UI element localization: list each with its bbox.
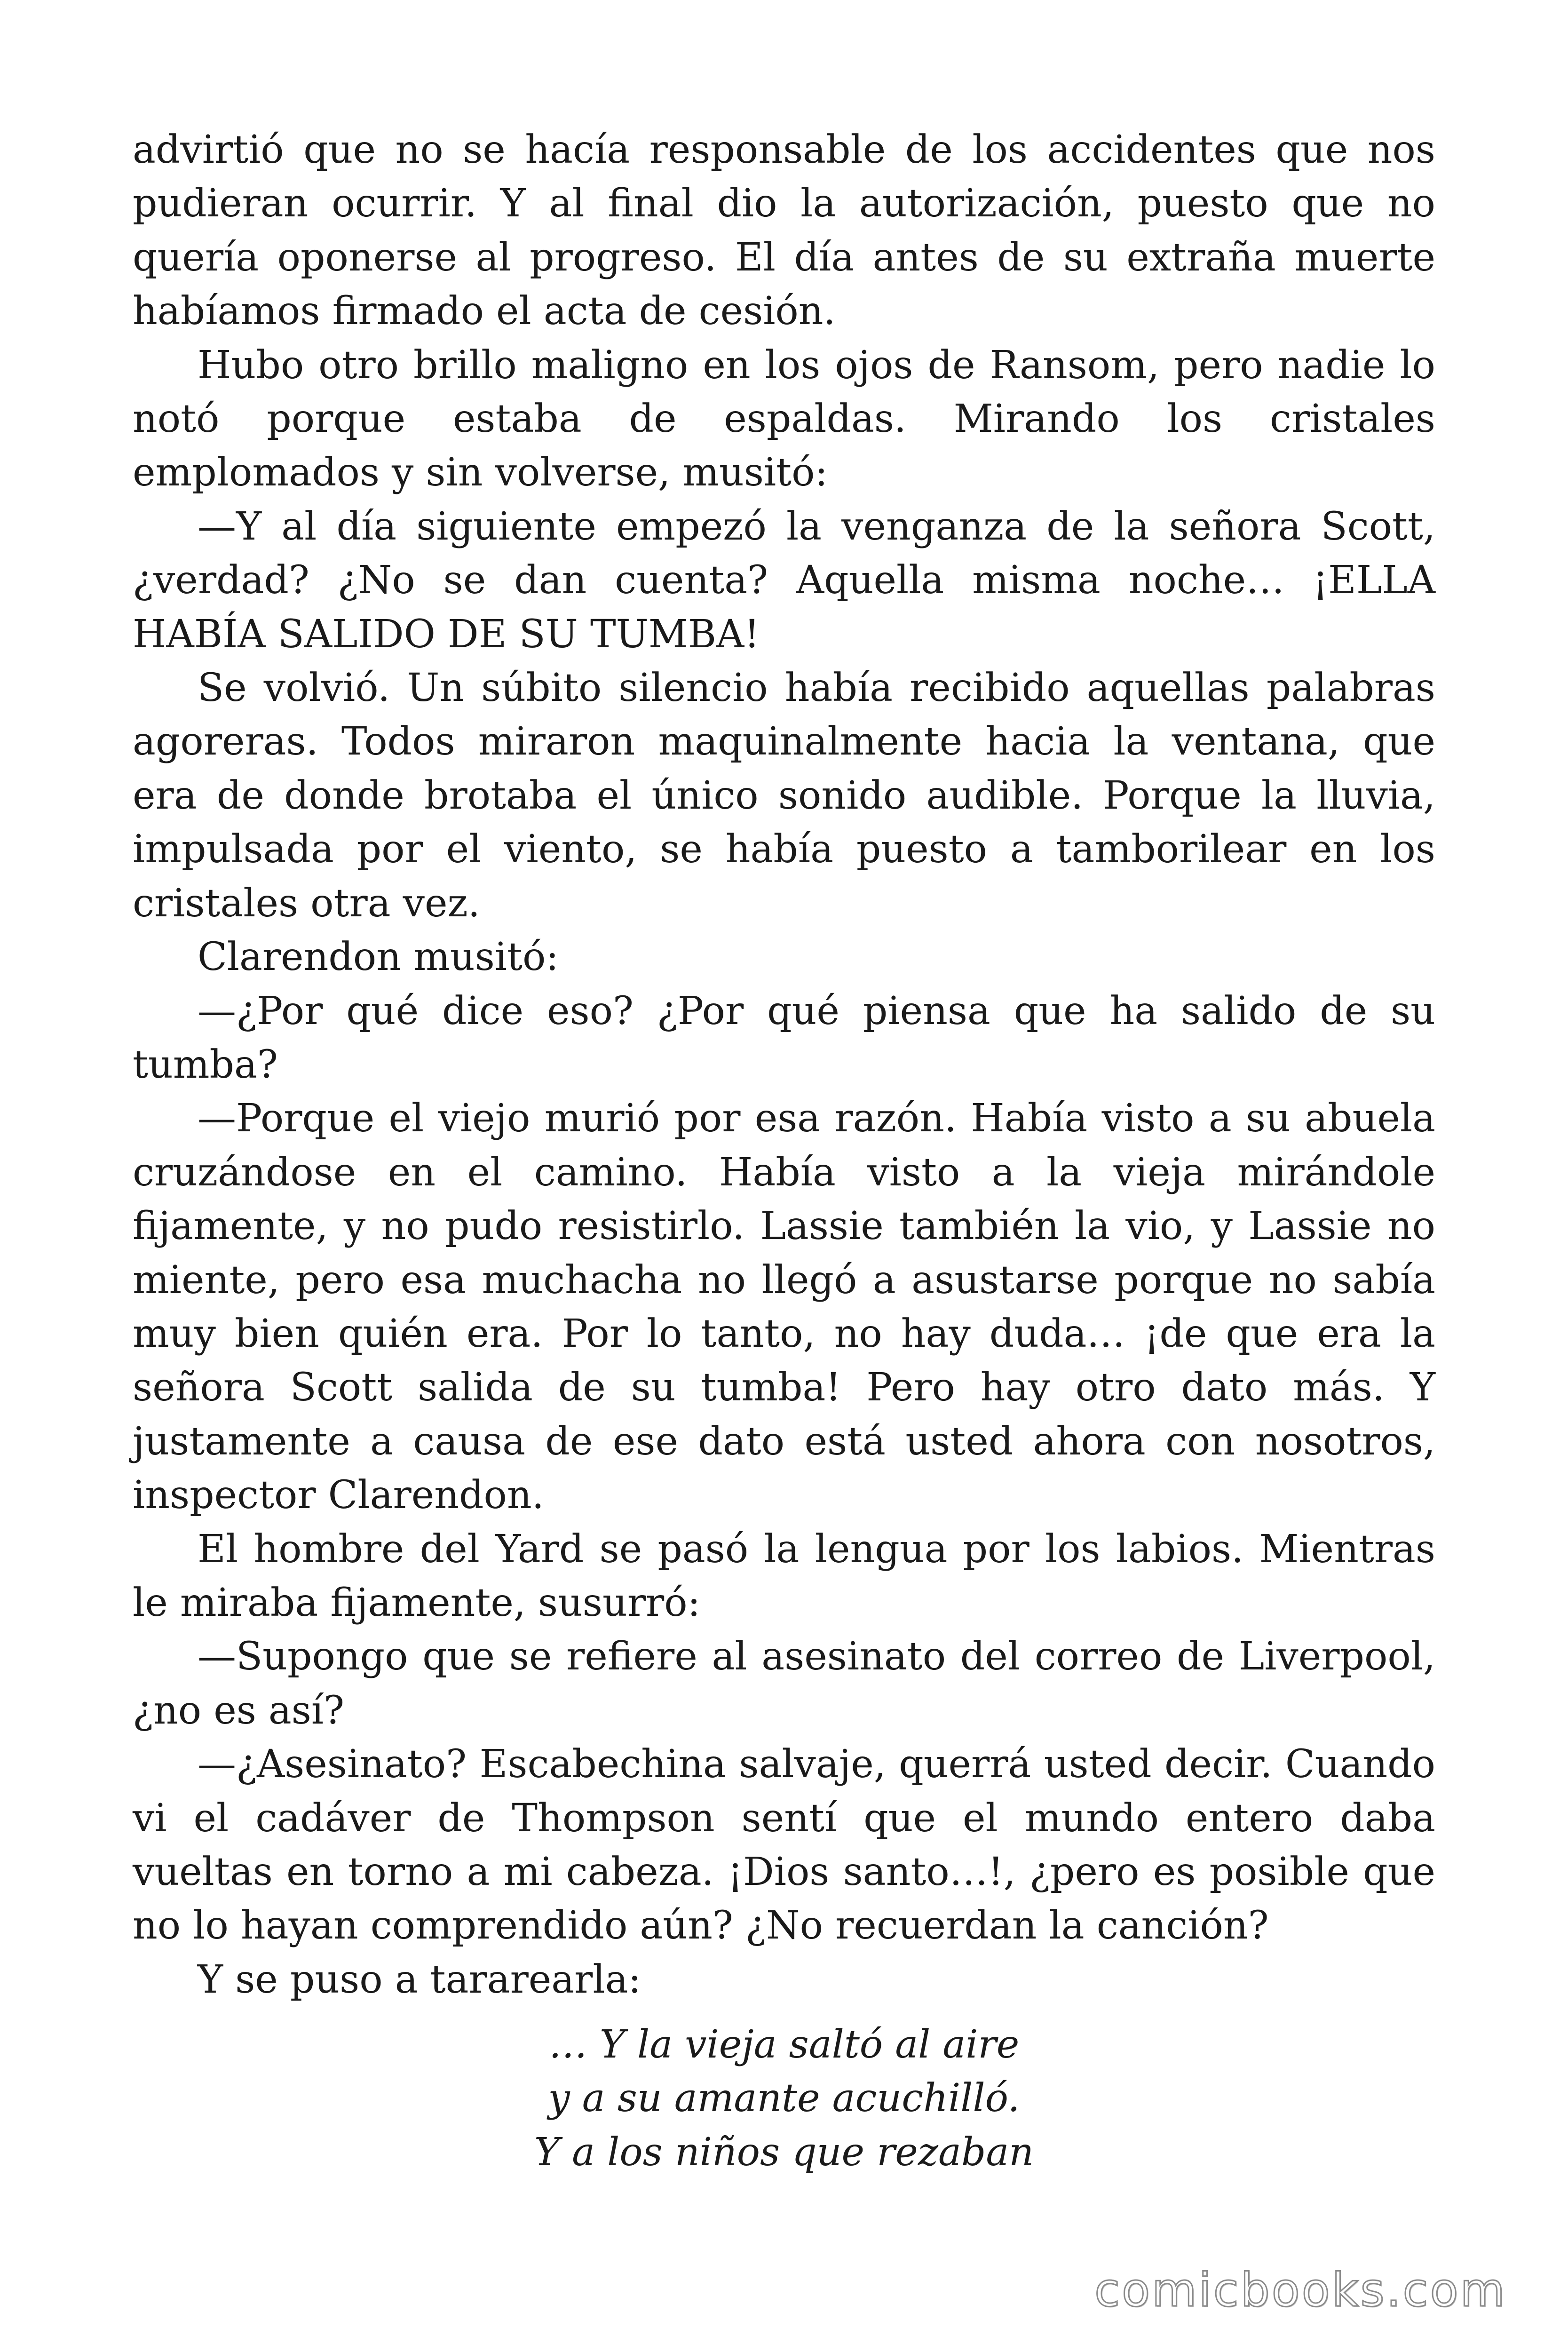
verse-line: y a su amante acuchilló. — [548, 2076, 1020, 2121]
paragraph: Y se puso a tararearla: — [198, 1957, 641, 2002]
paragraph: Clarendon musitó: — [198, 935, 559, 980]
paragraph-dialogue: —Y al día siguiente empezó la venganza de la señora Scott, ¿verdad? ¿No se dan cuenta? Aquella misma noche… ¡ELLA HABÍA SALIDO DE SU TUMBA! — [133, 504, 1435, 657]
verse-line: … Y la vieja saltó al aire — [548, 2022, 1020, 2067]
paragraph-dialogue: —¿Por qué dice eso? ¿Por qué piensa que ha salido de su tumba? — [133, 988, 1435, 1087]
verse-line: Y a los niños que rezaban — [534, 2130, 1034, 2175]
paragraph-dialogue: —Supongo que se refiere al asesinato del correo de Liverpool, ¿no es así? — [133, 1634, 1435, 1733]
paragraph-dialogue: —¿Asesinato? Escabechina salvaje, querrá usted decir. Cuando vi el cadáver de Thompson sentí que el mundo entero daba vueltas en torno a mi cabeza. ¡Dios santo…!, ¿pero es posible que no lo hayan comprendido aún? ¿No recuerdan la canción? — [133, 1742, 1435, 1948]
song-verse — [133, 2018, 1435, 2179]
paragraph-continuation: advirtió que no se hacía responsable de los accidentes que nos pudieran ocurrir. Y al final dio la autorización, puesto que no quería oponerse al progreso. El día antes de su extraña muerte habíamos firmado el acta de cesión. — [133, 127, 1435, 334]
paragraph: Se volvió. Un súbito silencio había recibido aquellas palabras agoreras. Todos miraron maquinalmente hacia la ventana, que era de donde brotaba el único sonido audible. Porque la lluvia, impulsada por el viento, se había puesto a tamborilear en los cristales otra vez. — [133, 666, 1435, 926]
paragraph-dialogue: —Porque el viejo murió por esa razón. Había visto a su abuela cruzándose en el camino. Había visto a la vieja mirándole fijamente, y no pudo resistirlo. Lassie también la vio, y Lassie no miente, pero esa muchacha no llegó a asustarse porque no sabía muy bien quién era. Por lo tanto, no hay duda… ¡de que era la señora Scott salida de su tumba! Pero hay otro dato más. Y justamente a causa de ese dato está usted ahora con nosotros, inspector Clarendon. — [133, 1096, 1435, 1518]
paragraph: El hombre del Yard se pasó la lengua por los labios. Mientras le miraba fijamente, susurró: — [133, 1526, 1435, 1625]
paragraph: Hubo otro brillo maligno en los ojos de Ransom, pero nadie lo notó porque estaba de espaldas. Mirando los cristales emplomados y sin volverse, musitó: — [133, 342, 1435, 495]
body-text — [133, 123, 1435, 2007]
watermark-logo: comicbooks.com — [1094, 2264, 1507, 2317]
